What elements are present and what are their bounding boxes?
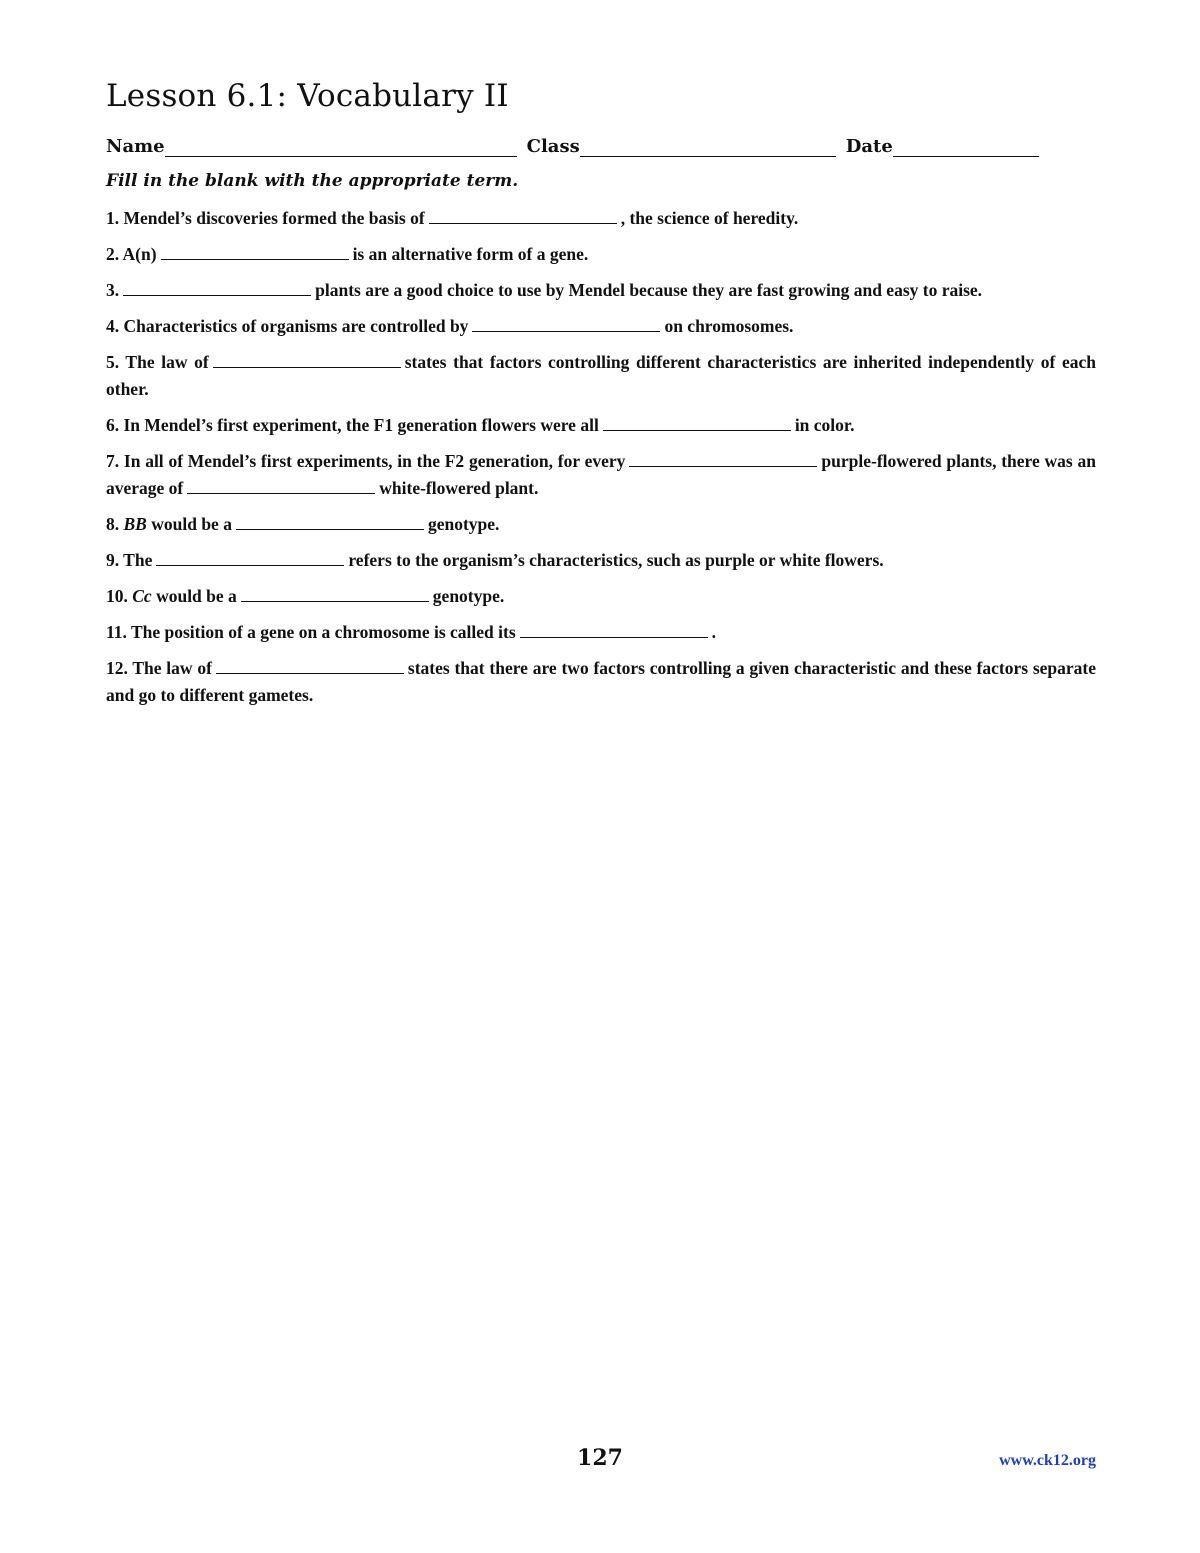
genotype-term: Cc [132, 586, 152, 606]
date-field[interactable] [893, 140, 1039, 157]
question-7 [106, 448, 1096, 502]
question-text: 5. The law of [106, 352, 209, 372]
question-5 [106, 349, 1096, 403]
question-3 [106, 277, 1096, 304]
answer-blank[interactable] [429, 209, 617, 224]
question-text: 3. [106, 280, 120, 300]
answer-blank[interactable] [603, 416, 791, 431]
question-10 [106, 583, 1096, 610]
answer-blank[interactable] [187, 479, 375, 494]
answer-blank[interactable] [472, 317, 660, 332]
question-text: , the science of heredity. [620, 208, 799, 228]
question-6 [106, 412, 1096, 439]
question-text: 12. The law of [106, 658, 212, 678]
question-text: is an alternative form of a gene. [352, 244, 589, 264]
name-field[interactable] [165, 140, 517, 157]
question-text: in color. [794, 415, 855, 435]
question-text: states that factors controlling different characteristics are inherited independently of each other. [106, 352, 1097, 399]
answer-blank[interactable] [629, 452, 817, 467]
name-label: Name [106, 136, 165, 157]
page-number: 127 [577, 1445, 623, 1471]
answer-blank[interactable] [161, 245, 349, 260]
question-text: 4. Characteristics of organisms are controlled by [106, 316, 469, 336]
question-text: . [711, 622, 717, 642]
question-1 [106, 205, 1096, 232]
question-2 [106, 241, 1096, 268]
question-9 [106, 547, 1096, 574]
question-12 [106, 655, 1096, 709]
question-text: 6. In Mendel’s first experiment, the F1 generation flowers were all [106, 415, 599, 435]
question-4 [106, 313, 1096, 340]
class-field[interactable] [580, 140, 836, 157]
question-text: purple-flowered plants, there was an average of [106, 451, 1096, 498]
question-11 [106, 619, 1096, 646]
question-text: would be a [151, 514, 232, 534]
instructions: Fill in the blank with the appropriate term. [106, 171, 519, 191]
question-text: white-flowered plant. [379, 478, 539, 498]
worksheet [106, 78, 1096, 718]
answer-blank[interactable] [520, 623, 708, 638]
answer-blank[interactable] [213, 353, 401, 368]
question-8 [106, 511, 1096, 538]
answer-blank[interactable] [123, 281, 311, 296]
question-text: 7. In all of Mendel’s first experiments, in the F2 generation, for every [106, 451, 626, 471]
question-text: 9. The [106, 550, 153, 570]
student-info-row [106, 136, 1096, 157]
website-link[interactable]: www.ck12.org [999, 1452, 1096, 1469]
class-label: Class [526, 136, 580, 157]
question-number: 8. [106, 514, 120, 534]
question-text: genotype. [432, 586, 505, 606]
question-text: on chromosomes. [664, 316, 794, 336]
question-text: 1. Mendel’s discoveries formed the basis of [106, 208, 425, 228]
question-text: refers to the organism’s characteristics, such as purple or white flowers. [348, 550, 884, 570]
answer-blank[interactable] [241, 587, 429, 602]
question-text: states that there are two factors controlling a given characteristic and these factors separate and go to different gametes. [106, 658, 1096, 705]
genotype-term: BB [123, 514, 147, 534]
question-text: 11. The position of a gene on a chromosome is called its [106, 622, 516, 642]
answer-blank[interactable] [156, 551, 344, 566]
date-label: Date [845, 136, 893, 157]
question-text: genotype. [427, 514, 500, 534]
page-title: Lesson 6.1: Vocabulary II [106, 78, 509, 114]
question-text: 2. A(n) [106, 244, 157, 264]
question-text: would be a [156, 586, 237, 606]
answer-blank[interactable] [216, 659, 404, 674]
answer-blank[interactable] [236, 515, 424, 530]
question-number: 10. [106, 586, 128, 606]
question-text: plants are a good choice to use by Mendel because they are fast growing and easy to raise. [315, 280, 983, 300]
